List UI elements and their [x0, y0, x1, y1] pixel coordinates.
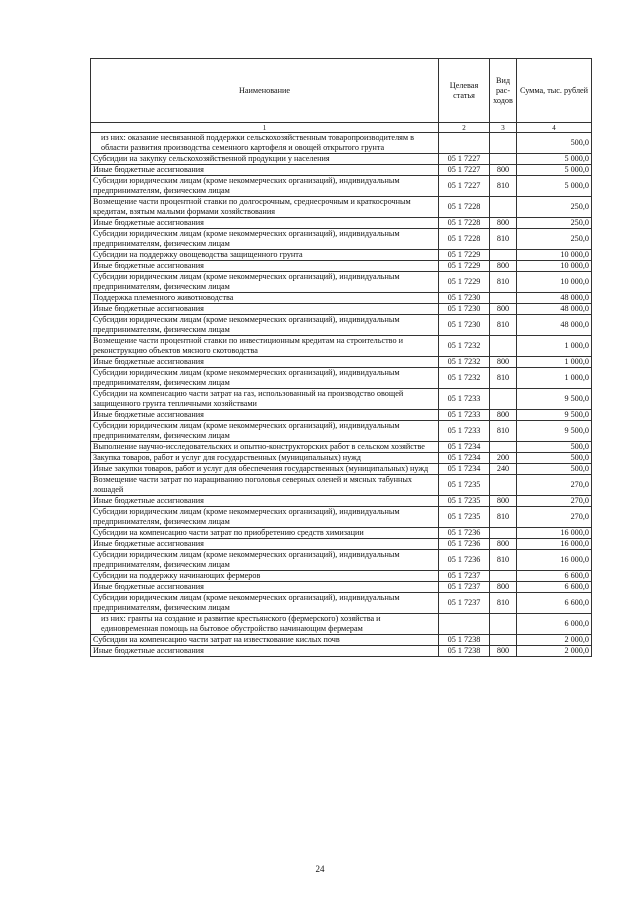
column-number: 3: [490, 123, 517, 133]
cell-code: [439, 614, 490, 635]
cell-code: [439, 133, 490, 154]
cell-sum: 1 000,0: [517, 336, 592, 357]
column-number: 2: [439, 123, 490, 133]
table-row: [91, 539, 592, 550]
cell-name: Иные бюджетные ассигнования: [91, 582, 439, 593]
cell-sum: 1 000,0: [517, 368, 592, 389]
table-row: [91, 304, 592, 315]
cell-sum: 500,0: [517, 133, 592, 154]
budget-table: [90, 58, 592, 657]
cell-sum: 10 000,0: [517, 261, 592, 272]
cell-sum: 16 000,0: [517, 539, 592, 550]
table-row: [91, 197, 592, 218]
cell-sum: 6 600,0: [517, 593, 592, 614]
cell-sum: 250,0: [517, 229, 592, 250]
cell-name: Субсидии на компенсацию части затрат по приобретению средств химизации: [91, 528, 439, 539]
column-number: 1: [91, 123, 439, 133]
cell-code: 05 1 7233: [439, 410, 490, 421]
header-sum: Сумма, тыс. рублей: [517, 59, 592, 123]
cell-sum: 48 000,0: [517, 315, 592, 336]
cell-vid: [490, 475, 517, 496]
table-row: [91, 368, 592, 389]
cell-sum: 6 600,0: [517, 582, 592, 593]
cell-vid: 810: [490, 550, 517, 571]
cell-name: Поддержка племенного животноводства: [91, 293, 439, 304]
cell-sum: 10 000,0: [517, 272, 592, 293]
cell-vid: 800: [490, 646, 517, 657]
cell-name: Иные бюджетные ассигнования: [91, 539, 439, 550]
cell-code: 05 1 7227: [439, 176, 490, 197]
cell-sum: 250,0: [517, 218, 592, 229]
table-row: [91, 250, 592, 261]
table-row: [91, 229, 592, 250]
table-row: [91, 133, 592, 154]
cell-name: Возмещение части процентной ставки по инвестиционным кредитам на строительство и реконструкцию объектов мясного скотоводства: [91, 336, 439, 357]
table-row: [91, 614, 592, 635]
cell-code: 05 1 7228: [439, 218, 490, 229]
cell-sum: 5 000,0: [517, 165, 592, 176]
table-row: [91, 496, 592, 507]
cell-code: 05 1 7234: [439, 464, 490, 475]
cell-vid: 810: [490, 368, 517, 389]
table-row: [91, 528, 592, 539]
cell-sum: 500,0: [517, 442, 592, 453]
cell-name: Иные бюджетные ассигнования: [91, 304, 439, 315]
cell-name: Возмещение части затрат по наращиванию поголовья северных оленей и мясных табунных лошадей: [91, 475, 439, 496]
table-row: [91, 261, 592, 272]
table-row: [91, 582, 592, 593]
header-name: Наименование: [91, 59, 439, 123]
cell-vid: [490, 635, 517, 646]
cell-code: 05 1 7229: [439, 250, 490, 261]
cell-code: 05 1 7228: [439, 197, 490, 218]
cell-vid: [490, 336, 517, 357]
cell-sum: 9 500,0: [517, 389, 592, 410]
cell-name: Субсидии на закупку сельскохозяйственной продукции у населения: [91, 154, 439, 165]
page-number: 24: [315, 864, 325, 874]
table-header-row: [91, 59, 592, 123]
cell-code: 05 1 7230: [439, 293, 490, 304]
cell-vid: 800: [490, 261, 517, 272]
cell-sum: 5 000,0: [517, 154, 592, 165]
cell-sum: 250,0: [517, 197, 592, 218]
table-row: [91, 154, 592, 165]
cell-name: Иные бюджетные ассигнования: [91, 496, 439, 507]
cell-sum: 16 000,0: [517, 550, 592, 571]
cell-code: 05 1 7228: [439, 229, 490, 250]
column-number: 4: [517, 123, 592, 133]
cell-name: Субсидии юридическим лицам (кроме некоммерческих организаций), индивидуальным предпринимателям, физическим лицам: [91, 229, 439, 250]
cell-sum: 2 000,0: [517, 635, 592, 646]
cell-code: 05 1 7237: [439, 593, 490, 614]
cell-code: 05 1 7233: [439, 421, 490, 442]
table-row: [91, 453, 592, 464]
cell-sum: 10 000,0: [517, 250, 592, 261]
cell-name: из них: гранты на создание и развитие крестьянского (фермерского) хозяйства и единовременная помощь на бытовое обустройство начинающим фермерам: [91, 614, 439, 635]
cell-code: 05 1 7237: [439, 571, 490, 582]
cell-sum: 6 600,0: [517, 571, 592, 582]
cell-name: Субсидии юридическим лицам (кроме некоммерческих организаций), индивидуальным предпринимателям, физическим лицам: [91, 272, 439, 293]
cell-code: 05 1 7232: [439, 357, 490, 368]
cell-sum: 500,0: [517, 453, 592, 464]
cell-code: 05 1 7229: [439, 272, 490, 293]
table-row: [91, 336, 592, 357]
cell-sum: 500,0: [517, 464, 592, 475]
cell-name: Субсидии юридическим лицам (кроме некоммерческих организаций), индивидуальным предпринимателям, физическим лицам: [91, 368, 439, 389]
table-row: [91, 410, 592, 421]
table-row: [91, 507, 592, 528]
table-row: [91, 550, 592, 571]
cell-name: Субсидии юридическим лицам (кроме некоммерческих организаций), индивидуальным предпринимателям, физическим лицам: [91, 507, 439, 528]
table-row: [91, 571, 592, 582]
cell-name: Иные бюджетные ассигнования: [91, 218, 439, 229]
table-row: [91, 357, 592, 368]
cell-vid: 810: [490, 176, 517, 197]
cell-vid: 810: [490, 272, 517, 293]
table-row: [91, 464, 592, 475]
cell-code: 05 1 7235: [439, 496, 490, 507]
cell-name: Субсидии юридическим лицам (кроме некоммерческих организаций), индивидуальным предпринимателям, физическим лицам: [91, 421, 439, 442]
header-article: Целевая статья: [439, 59, 490, 123]
cell-code: 05 1 7238: [439, 635, 490, 646]
cell-code: 05 1 7232: [439, 368, 490, 389]
cell-vid: 800: [490, 357, 517, 368]
cell-vid: [490, 293, 517, 304]
cell-code: 05 1 7234: [439, 442, 490, 453]
table-row: [91, 593, 592, 614]
cell-sum: 270,0: [517, 475, 592, 496]
cell-sum: 9 500,0: [517, 410, 592, 421]
cell-code: 05 1 7236: [439, 539, 490, 550]
cell-code: 05 1 7237: [439, 582, 490, 593]
table-body: [91, 133, 592, 657]
cell-name: Иные бюджетные ассигнования: [91, 410, 439, 421]
cell-vid: 810: [490, 421, 517, 442]
cell-code: 05 1 7234: [439, 453, 490, 464]
cell-name: Субсидии на компенсацию части затрат на известкование кислых почв: [91, 635, 439, 646]
table-row: [91, 272, 592, 293]
cell-vid: [490, 250, 517, 261]
table-row: [91, 421, 592, 442]
cell-vid: 800: [490, 304, 517, 315]
cell-code: 05 1 7235: [439, 507, 490, 528]
table-row: [91, 315, 592, 336]
cell-code: 05 1 7229: [439, 261, 490, 272]
table-row: [91, 389, 592, 410]
cell-vid: 800: [490, 496, 517, 507]
cell-code: 05 1 7236: [439, 528, 490, 539]
cell-name: Субсидии юридическим лицам (кроме некоммерческих организаций), индивидуальным предпринимателям, физическим лицам: [91, 176, 439, 197]
table-row: [91, 475, 592, 496]
cell-sum: 270,0: [517, 496, 592, 507]
cell-vid: 240: [490, 464, 517, 475]
cell-name: Субсидии на поддержку начинающих фермеров: [91, 571, 439, 582]
cell-name: Субсидии на поддержку овощеводства защищенного грунта: [91, 250, 439, 261]
cell-sum: 2 000,0: [517, 646, 592, 657]
cell-vid: [490, 528, 517, 539]
cell-name: Иные бюджетные ассигнования: [91, 646, 439, 657]
cell-vid: [490, 133, 517, 154]
cell-code: 05 1 7233: [439, 389, 490, 410]
cell-sum: 5 000,0: [517, 176, 592, 197]
cell-sum: 6 000,0: [517, 614, 592, 635]
cell-vid: 810: [490, 507, 517, 528]
cell-vid: 810: [490, 593, 517, 614]
cell-code: 05 1 7230: [439, 315, 490, 336]
table-row: [91, 176, 592, 197]
cell-vid: 800: [490, 410, 517, 421]
cell-sum: 1 000,0: [517, 357, 592, 368]
cell-vid: [490, 442, 517, 453]
cell-name: Иные бюджетные ассигнования: [91, 357, 439, 368]
cell-code: 05 1 7236: [439, 550, 490, 571]
cell-code: 05 1 7235: [439, 475, 490, 496]
header-expense-type: Вид рас-ходов: [490, 59, 517, 123]
cell-vid: 800: [490, 165, 517, 176]
cell-name: Субсидии юридическим лицам (кроме некоммерческих организаций), индивидуальным предпринимателям, физическим лицам: [91, 550, 439, 571]
cell-vid: [490, 154, 517, 165]
cell-vid: 810: [490, 229, 517, 250]
cell-vid: [490, 571, 517, 582]
cell-sum: 9 500,0: [517, 421, 592, 442]
cell-vid: 800: [490, 218, 517, 229]
cell-vid: 200: [490, 453, 517, 464]
cell-vid: [490, 614, 517, 635]
cell-vid: 800: [490, 539, 517, 550]
cell-name: Иные бюджетные ассигнования: [91, 261, 439, 272]
cell-name: Субсидии юридическим лицам (кроме некоммерческих организаций), индивидуальным предпринимателям, физическим лицам: [91, 593, 439, 614]
cell-code: 05 1 7227: [439, 154, 490, 165]
table-row: [91, 293, 592, 304]
cell-name: Возмещение части процентной ставки по долгосрочным, среднесрочным и краткосрочным кредитам, взятым малыми формами хозяйствования: [91, 197, 439, 218]
cell-name: Выполнение научно-исследовательских и опытно-конструкторских работ в сельском хозяйстве: [91, 442, 439, 453]
cell-vid: [490, 197, 517, 218]
table-row: [91, 165, 592, 176]
cell-name: из них: оказание несвязанной поддержки сельскохозяйственным товаропроизводителям в области развития производства семенного картофеля и овощей открытого грунта: [91, 133, 439, 154]
cell-name: Закупка товаров, работ и услуг для государственных (муниципальных) нужд: [91, 453, 439, 464]
cell-name: Субсидии на компенсацию части затрат на газ, использованный на производство овощей защищенного грунта тепличными хозяйствами: [91, 389, 439, 410]
cell-name: Субсидии юридическим лицам (кроме некоммерческих организаций), индивидуальным предпринимателям, физическим лицам: [91, 315, 439, 336]
table-row: [91, 635, 592, 646]
cell-name: Иные бюджетные ассигнования: [91, 165, 439, 176]
cell-code: 05 1 7227: [439, 165, 490, 176]
cell-vid: 810: [490, 315, 517, 336]
table-row: [91, 218, 592, 229]
cell-sum: 48 000,0: [517, 304, 592, 315]
table-row: [91, 442, 592, 453]
cell-sum: 270,0: [517, 507, 592, 528]
cell-sum: 48 000,0: [517, 293, 592, 304]
column-number-row: [91, 123, 592, 133]
cell-vid: 800: [490, 582, 517, 593]
cell-code: 05 1 7238: [439, 646, 490, 657]
cell-vid: [490, 389, 517, 410]
cell-name: Иные закупки товаров, работ и услуг для обеспечения государственных (муниципальных) нужд: [91, 464, 439, 475]
cell-sum: 16 000,0: [517, 528, 592, 539]
table-row: [91, 646, 592, 657]
cell-code: 05 1 7232: [439, 336, 490, 357]
cell-code: 05 1 7230: [439, 304, 490, 315]
